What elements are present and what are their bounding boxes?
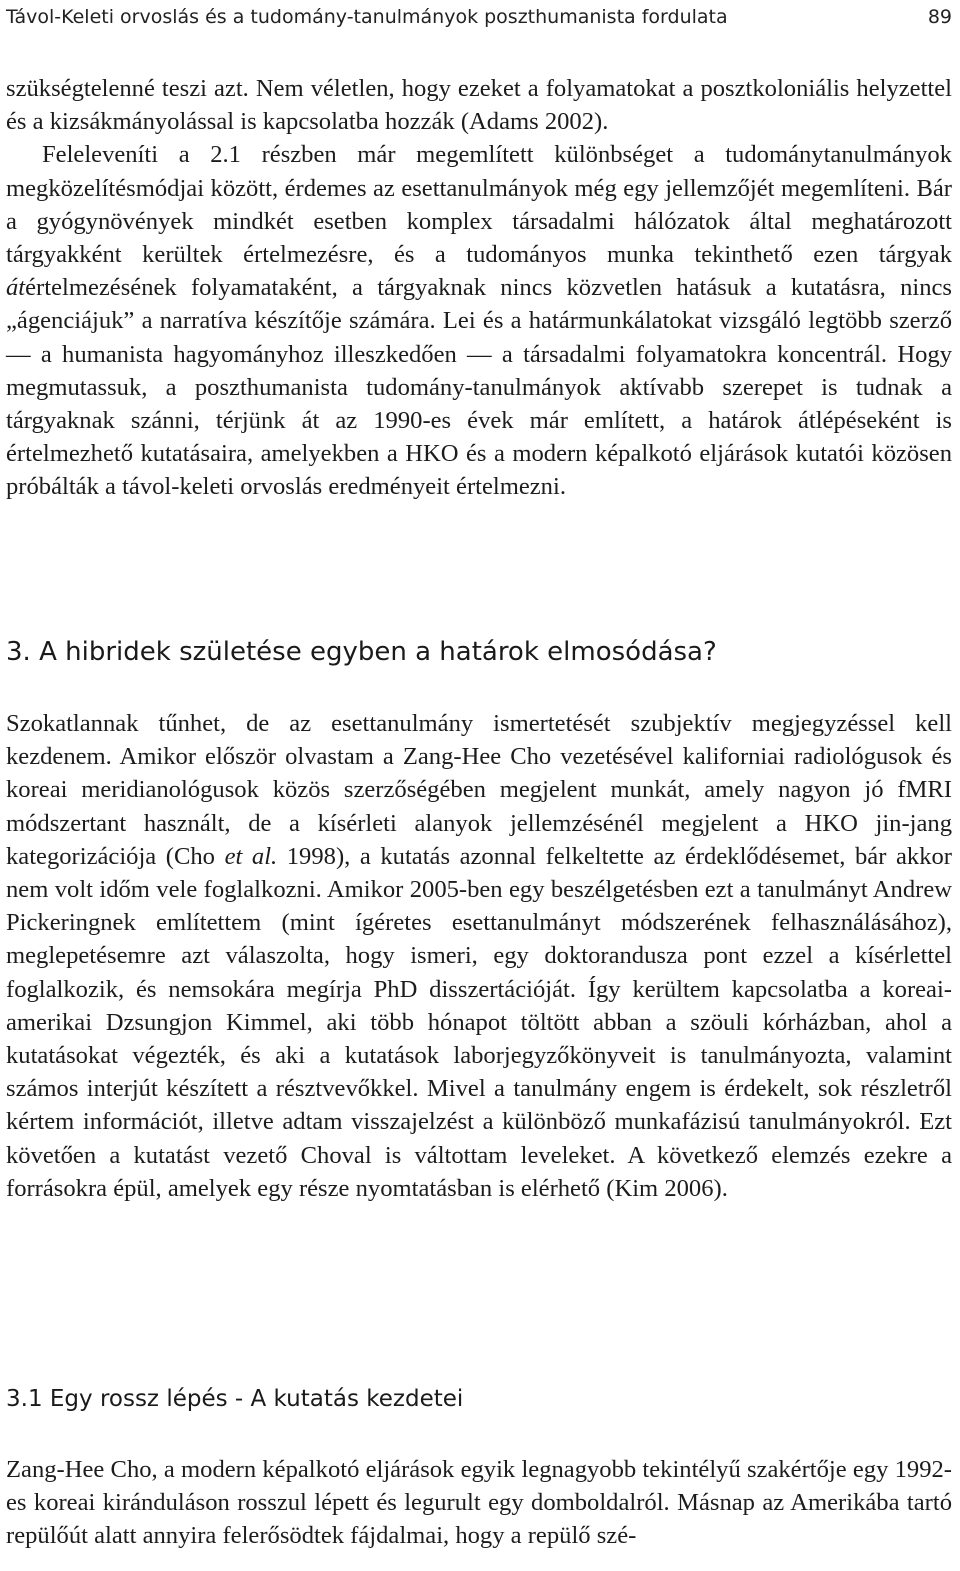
section-3-paragraph-part-a: Szokatlannak tűnhet, de az esettanulmány ismertetését szubjektív megjegyzéssel kell kezdenem. Amikor először olvastam a Zang-Hee Cho vezetésével kaliforniai radiológusok és koreai meridianológusok közös szerzőségében megjelent munkát, amely nagyon jó fMRI módszertant használt, de a kísérleti alanyok jellemzésénél megjelent a HKO jin-jang kategorizációja (Cho [6,710,952,870]
section-3-paragraph-italic: et al. [224,842,278,870]
page-number: 89 [927,6,952,28]
running-head-title: Távol-Keleti orvoslás és a tudomány-tanulmányok poszthumanista fordulata [6,6,728,28]
paragraph-intro-part-3: értelmezésének folyamataként, a tárgyaknak nincs közvetlen hatásuk a kutatásra, nincs „ágenciájuk” a narratíva készítője számára. Lei és a határmunkálatokat vizsgáló legtöbb szerző — a humanista hagyományhoz illeszkedően — a társadalmi folyamatokra koncentrál. Hogy megmutassuk, a poszthumanista tudomány-tanulmányok aktívabb szerepet is tudnak a tárgyaknak szánni, térjünk át az 1990-es évek már említett, a határok átlépéseként is értelmezhető kutatásaira, amelyekben a HKO és a modern képalkotó eljárások kutatói közösen próbálták a távol-keleti orvoslás eredményeit értelmezni. [6,274,952,501]
section-3-paragraph-part-b: 1998), a kutatás azonnal felkeltette az érdeklődésemet, bár akkor nem volt időm vele foglalkozni. Amikor 2005-ben egy beszélgetésben ezt a tanulmányt Andrew Pickeringnek említettem (mint ígéretes esettanulmányt módszerének felhasználásához), meglepetésemre azt válaszolta, hogy ismeri, egy doktorandusza pont ezzel a kísérlettel foglalkozik, és nemsokára megírja PhD disszertációját. Így kerültem kapcsolatba a koreai-amerikai Dzsungjon Kimmel, aki több hónapot töltött abban a szöuli kórházban, ahol a kutatásokat végezték, és aki a kutatások laborjegyzőkönyveit is tanulmányozta, valamint számos interjút készített a résztvevőkkel. Mivel a tanulmány engem is érdekelt, sok részletről kértem információt, illetve adtam visszajelzést a különböző munkafázisú tanulmányokról. Ezt követően a kutatást vezető Choval is váltottam leveleket. A következő elemzés ezekre a forrásokra épül, amelyek egy része nyomtatásban is elérhető (Kim 2006). [6,842,952,1202]
section-heading-3-1: 3.1 Egy rossz lépés - A kutatás kezdetei [6,1386,464,1412]
paragraph-intro-italic: át [6,274,26,302]
section-heading-3: 3. A hibridek születése egyben a határok elmosódása? [6,637,717,667]
paragraph-intro-sentence-1: szükségtelenné teszi azt. Nem véletlen, hogy ezeket a folyamatokat a posztkoloniális helyzettel és a kizsákmányolással is kapcsolatba hozzák (Adams 2002). [6,75,952,136]
section-3-paragraph [6,707,952,1205]
running-head [6,2,952,32]
section-3-1-paragraph: Zang-Hee Cho, a modern képalkotó eljárások egyik legnagyobb tekintélyű szakértője egy 1992-es koreai kiránduláson rosszul lépett és legurult egy domboldalról. Másnap az Amerikába tartó repülőút alatt annyira felerősödtek fájdalmai, hogy a repülő szé- [6,1456,952,1550]
paragraph-intro-part-2: Feleleveníti a 2.1 részben már megemlített különbséget a tudománytanulmányok megközelítésmódjai között, érdemes az esettanulmányok még egy jellemzőjét megemlíteni. Bár a gyógynövények mindkét esetben komplex társadalmi hálózatok által meghatározott tárgyakként kerültek értelmezésre, és a tudományos munka tekinthető ezen tárgyak [6,141,952,269]
paragraph-intro [6,72,952,504]
